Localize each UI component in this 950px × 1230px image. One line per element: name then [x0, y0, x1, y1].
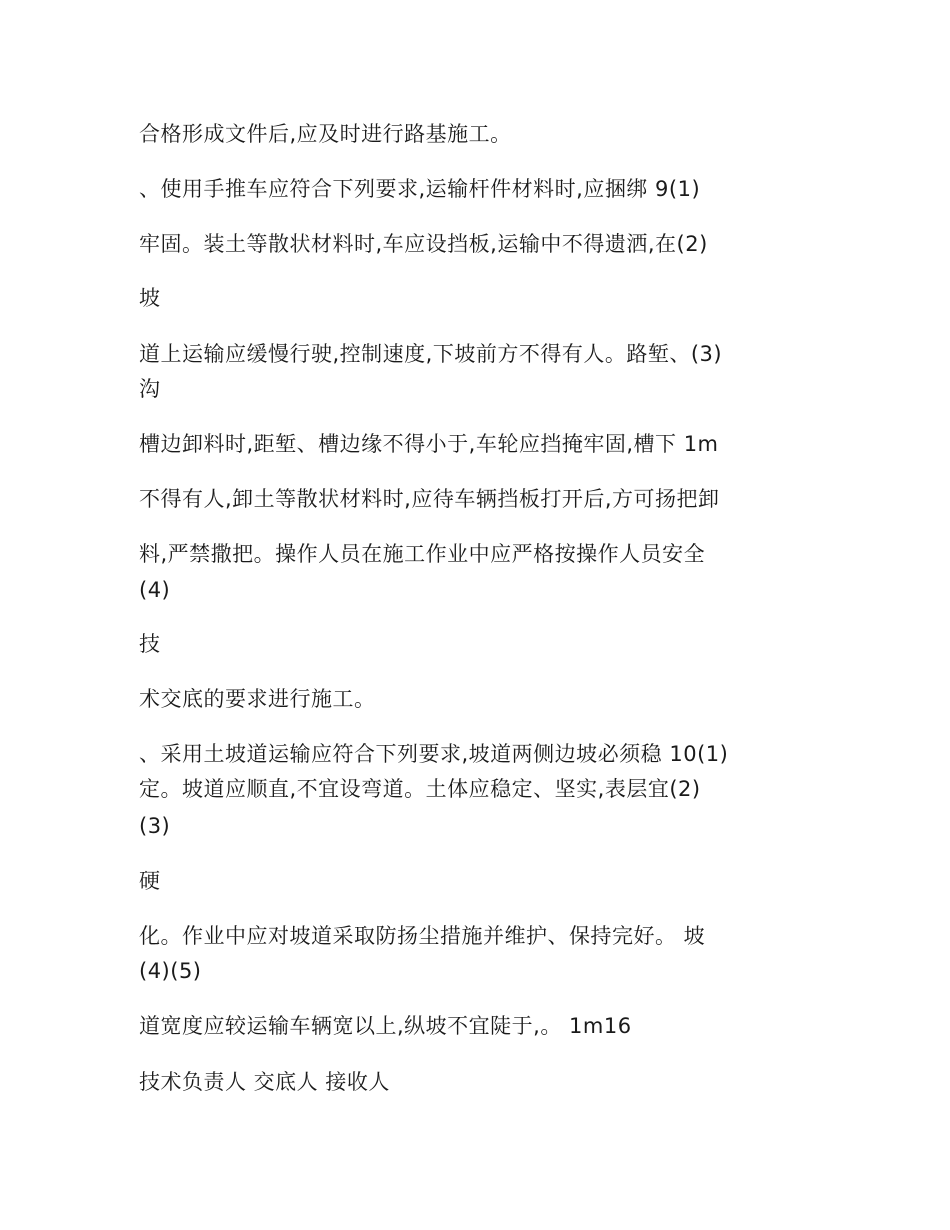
- text-line: (4): [139, 578, 171, 602]
- text-line: 、使用手推车应符合下列要求,运输杆件材料时,应捆绑 9(1): [139, 177, 701, 201]
- text-line: 化。作业中应对坡道采取防扬尘措施并维护、保持完好。 坡: [139, 924, 706, 948]
- text-line: 沟: [139, 377, 161, 401]
- text-line: 坡: [139, 286, 161, 310]
- text-line: 槽边卸料时,距堑、槽边缘不得小于,车轮应挡掩牢固,槽下 1m: [139, 432, 719, 456]
- text-line: 道上运输应缓慢行驶,控制速度,下坡前方不得有人。路堑、(3): [139, 342, 723, 366]
- text-line: 牢固。装土等散状材料时,车应设挡板,运输中不得遗洒,在(2): [139, 232, 708, 256]
- text-line: 定。坡道应顺直,不宜设弯道。土体应稳定、坚实,表层宜(2): [139, 777, 701, 801]
- text-line: 不得有人,卸土等散状材料时,应待车辆挡板打开后,方可扬把卸: [139, 487, 720, 511]
- text-line: 料,严禁撒把。操作人员在施工作业中应严格按操作人员安全: [139, 542, 706, 566]
- text-line: 道宽度应较运输车辆宽以上,纵坡不宜陡于,。 1m16: [139, 1014, 632, 1038]
- text-line: 硬: [139, 869, 161, 893]
- text-line: 合格形成文件后,应及时进行路基施工。: [139, 122, 512, 146]
- text-line: (4)(5): [139, 959, 202, 983]
- signature-line: 技术负责人 交底人 接收人: [139, 1070, 390, 1094]
- text-line: 、采用土坡道运输应符合下列要求,坡道两侧边坡必须稳 10(1): [139, 742, 729, 766]
- text-line: 技: [139, 632, 161, 656]
- text-line: 术交底的要求进行施工。: [139, 687, 376, 711]
- text-line: (3): [139, 814, 171, 838]
